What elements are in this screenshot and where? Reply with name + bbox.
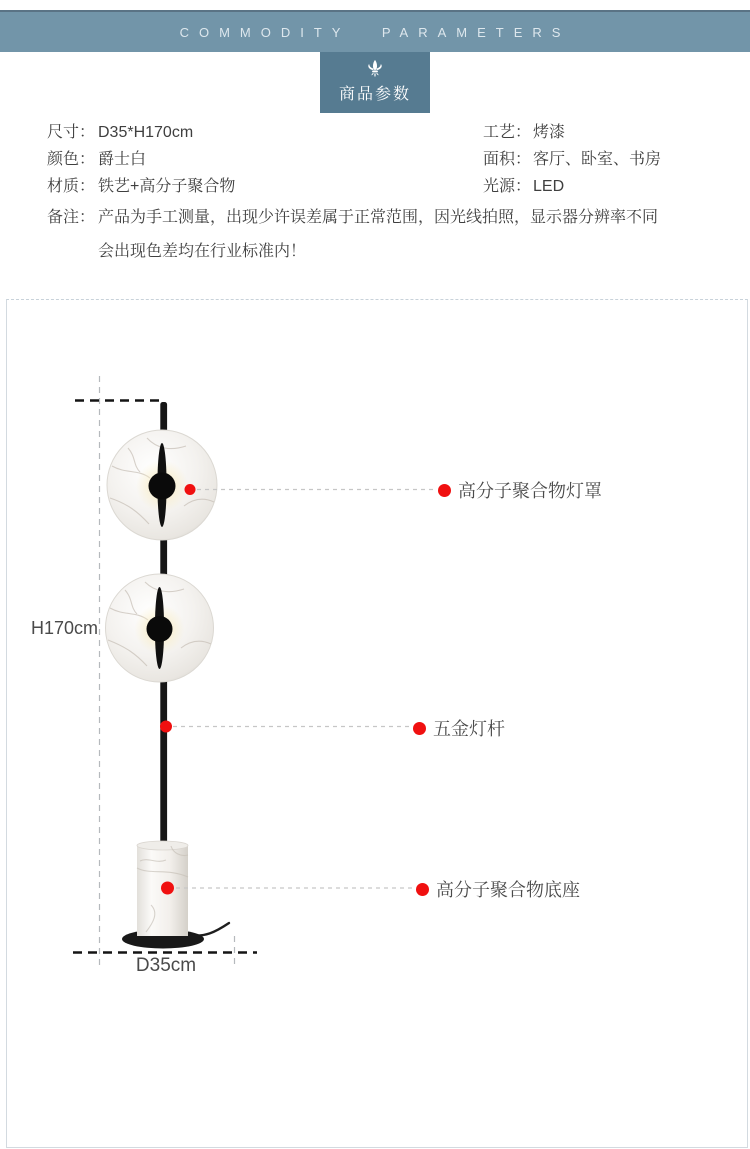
- fleur-de-lis-icon: [366, 59, 384, 78]
- spec-value-area: 客厅、卧室、书房: [533, 151, 662, 168]
- spec-label-material: 材质：: [47, 178, 96, 195]
- banner-title: COMMODITY PARAMETERS: [179, 24, 571, 40]
- spec-value-material: 铁艺+高分子聚合物: [98, 178, 236, 195]
- diagram-box: [6, 299, 748, 1148]
- spec-label-craft: 工艺：: [483, 124, 532, 141]
- spec-value-lightsource: LED: [533, 178, 565, 195]
- red-dot-icon: [416, 883, 429, 896]
- spec-value-size: D35*H170cm: [98, 124, 194, 141]
- badge-label: 商品参数: [338, 86, 411, 103]
- red-dot-icon: [438, 484, 451, 497]
- spec-label-remark: 备注：: [47, 209, 96, 226]
- red-dot-icon: [413, 722, 426, 735]
- spec-value-color: 爵士白: [98, 151, 147, 168]
- annotation-lampshade: [438, 477, 602, 503]
- diameter-dimension-label: D35cm: [135, 955, 197, 976]
- spec-label-area: 面积：: [483, 151, 532, 168]
- annotation-pole: [413, 715, 505, 741]
- section-badge: [320, 52, 430, 113]
- spec-label-size: 尺寸：: [47, 124, 96, 141]
- spec-value-remark-line1: 产品为手工测量，出现少许误差属于正常范围，因光线拍照，显示器分辨率不同: [98, 209, 659, 226]
- spec-value-craft: 烤漆: [533, 124, 566, 141]
- spec-label-color: 颜色：: [47, 151, 96, 168]
- annotation-base: [416, 876, 580, 902]
- annotation-pole-label: 五金灯杆: [433, 719, 505, 739]
- annotation-base-label: 高分子聚合物底座: [436, 880, 580, 900]
- spec-label-lightsource: 光源：: [483, 178, 532, 195]
- annotation-lampshade-label: 高分子聚合物灯罩: [458, 481, 602, 501]
- banner: [0, 10, 750, 52]
- spec-value-remark-line2: 会出现色差均在行业标准内！: [98, 243, 307, 260]
- height-dimension-label: H170cm: [30, 618, 98, 638]
